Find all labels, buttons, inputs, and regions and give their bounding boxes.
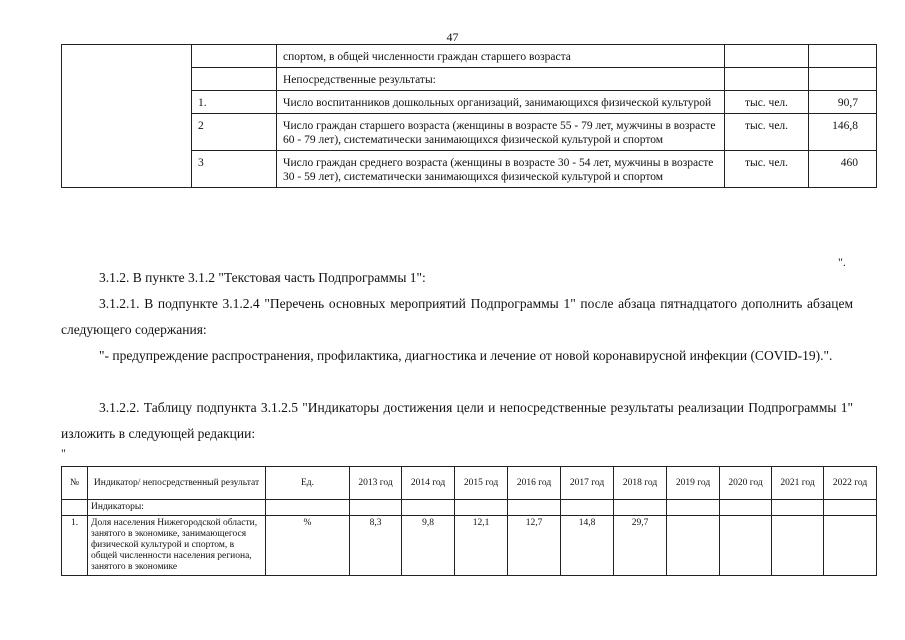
value-cell	[824, 516, 877, 576]
empty-cell	[720, 500, 772, 516]
row-indicator-text: Доля населения Нижегородской области, занятого в экономике, занимающегося физической культурой и спортом, в общей численности населения региона, занятого в экономике	[88, 516, 266, 576]
empty-cell	[561, 500, 614, 516]
empty-cell	[508, 500, 561, 516]
empty-cell	[772, 500, 824, 516]
row-number: 2	[192, 114, 277, 151]
empty-cell	[62, 500, 88, 516]
header-year: 2014 год	[402, 467, 455, 500]
row-unit: тыс. чел.	[725, 114, 809, 151]
value-cell: 8,3	[350, 516, 402, 576]
row-number	[192, 68, 277, 91]
merged-cell	[62, 45, 192, 188]
paragraph-covid: "- предупреждение распространения, профилактика, диагностика и лечение от новой коронавирусной инфекции (COVID-19).".	[99, 348, 833, 363]
paragraph-3-1-2-1: 3.1.2.1. В подпункте 3.1.2.4 "Перечень основных мероприятий Подпрограммы 1" после абзаца пятнадцатого дополнить абзацем следующего содержания:	[61, 296, 853, 337]
row-number	[192, 45, 277, 68]
row-number: 3	[192, 151, 277, 188]
row-text: Число граждан среднего возраста (женщины в возрасте 30 - 54 лет, мужчины в возрасте 30 - 59 лет), систематически занимающихся физической культурой и спортом	[277, 151, 725, 188]
row-number: 1.	[62, 516, 88, 576]
row-text: спортом, в общей численности граждан старшего возраста	[277, 45, 725, 68]
row-unit	[725, 45, 809, 68]
paragraph-3-1-2: 3.1.2. В пункте 3.1.2 "Текстовая часть Подпрограммы 1":	[99, 270, 426, 285]
value-cell	[667, 516, 720, 576]
empty-cell	[402, 500, 455, 516]
row-value: 460	[809, 151, 877, 188]
row-number: 1.	[192, 91, 277, 114]
row-value: 146,8	[809, 114, 877, 151]
header-year: 2015 год	[455, 467, 508, 500]
row-text: Непосредственные результаты:	[277, 68, 725, 91]
row-text: Число воспитанников дошкольных организаций, занимающихся физической культурой	[277, 91, 725, 114]
row-value: 90,7	[809, 91, 877, 114]
page-number: 47	[446, 30, 459, 44]
table-row	[62, 45, 877, 68]
value-cell: 14,8	[561, 516, 614, 576]
header-year: 2017 год	[561, 467, 614, 500]
value-cell: 12,1	[455, 516, 508, 576]
header-year: 2022 год	[824, 467, 877, 500]
indicators-table	[61, 466, 877, 576]
header-unit: Ед.	[266, 467, 350, 500]
header-row	[62, 467, 877, 500]
header-year: 2018 год	[614, 467, 667, 500]
value-cell	[772, 516, 824, 576]
value-cell: 9,8	[402, 516, 455, 576]
row-unit: %	[266, 516, 350, 576]
header-year: 2021 год	[772, 467, 824, 500]
empty-cell	[824, 500, 877, 516]
header-year: 2020 год	[720, 467, 772, 500]
empty-cell	[350, 500, 402, 516]
row-value	[809, 45, 877, 68]
empty-cell	[266, 500, 350, 516]
header-year: 2016 год	[508, 467, 561, 500]
paragraph-3-1-2-2: 3.1.2.2. Таблицу подпункта 3.1.2.5 "Индикаторы достижения цели и непосредственные результаты реализации Подпрограммы 1" изложить в следующей редакции:	[61, 400, 853, 441]
section-label: Индикаторы:	[88, 500, 266, 516]
row-value	[809, 68, 877, 91]
opening-quote-mark: "	[61, 446, 66, 460]
results-table	[61, 44, 877, 188]
row-text: Число граждан старшего возраста (женщины в возрасте 55 - 79 лет, мужчины в возрасте 60 - 79 лет), систематически занимающихся физической культурой и спортом	[277, 114, 725, 151]
header-number: №	[62, 467, 88, 500]
row-unit	[725, 68, 809, 91]
header-indicator: Индикатор/ непосредственный результат	[88, 467, 266, 500]
empty-cell	[667, 500, 720, 516]
value-cell: 12,7	[508, 516, 561, 576]
value-cell: 29,7	[614, 516, 667, 576]
empty-cell	[614, 500, 667, 516]
header-year: 2019 год	[667, 467, 720, 500]
section-row	[62, 500, 877, 516]
empty-cell	[455, 500, 508, 516]
row-unit: тыс. чел.	[725, 91, 809, 114]
header-year: 2013 год	[350, 467, 402, 500]
row-unit: тыс. чел.	[725, 151, 809, 188]
table-row	[62, 516, 877, 576]
value-cell	[720, 516, 772, 576]
closing-quote-mark: ".	[838, 255, 846, 269]
